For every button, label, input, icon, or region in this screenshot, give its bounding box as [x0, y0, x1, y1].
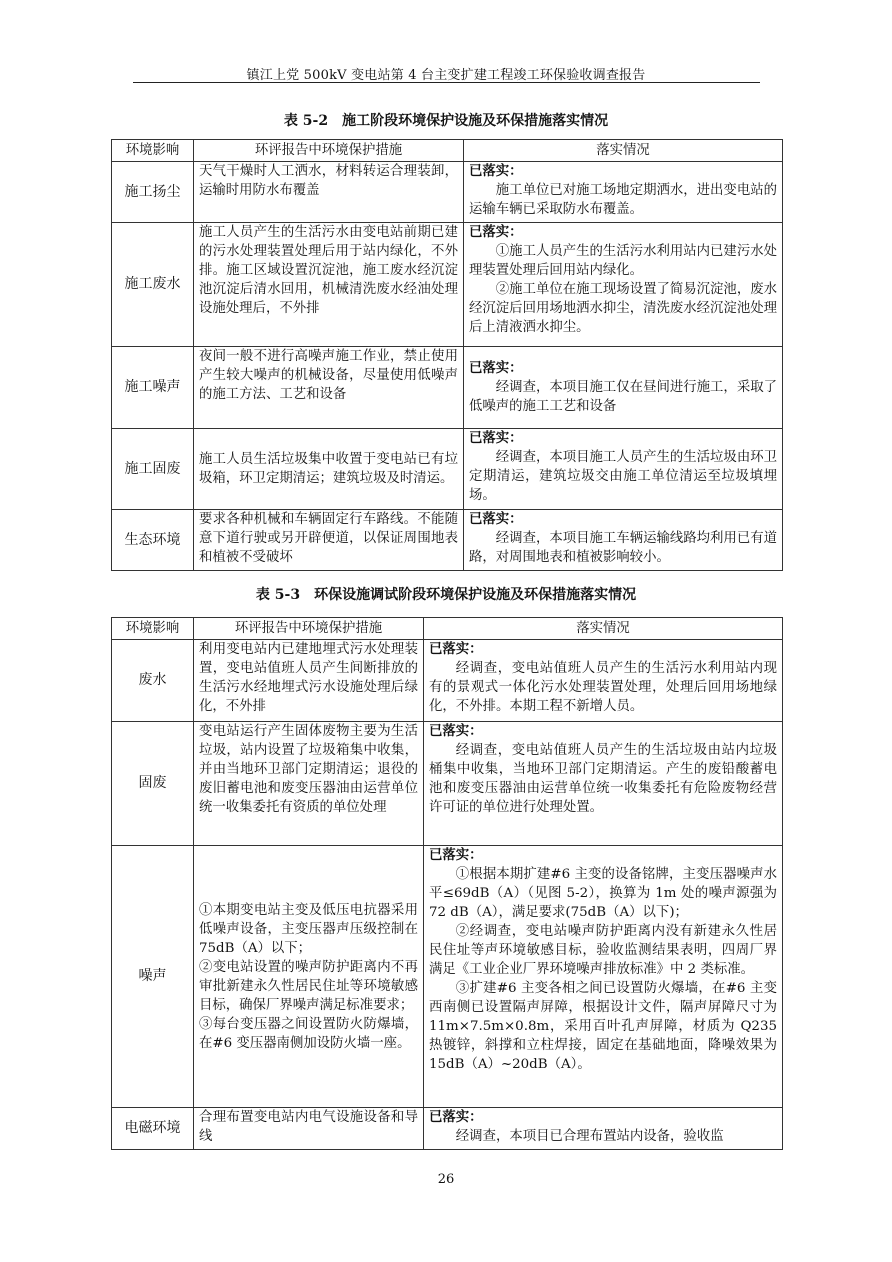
aspect-cell: 电磁环境 — [112, 1108, 194, 1150]
measure-text: 施工人员生活垃圾集中收置于变电站已有垃圾箱，环卫定期清运；建筑垃圾及时清运。 — [199, 452, 458, 486]
measure-text: 夜间一般不进行高噪声施工作业，禁止使用产生较大噪声的机械设备，尽量使用低噪声的施工方法、工艺和设备 — [199, 349, 458, 402]
measure-cell — [194, 1108, 424, 1150]
aspect-cell: 固废 — [112, 722, 194, 846]
measure-cell — [194, 223, 464, 347]
measure-cell — [194, 510, 464, 571]
status-cell — [464, 429, 783, 510]
aspect-cell: 施工固废 — [112, 429, 194, 510]
measure-cell — [194, 162, 464, 223]
column-header: 环境影响 — [112, 140, 194, 162]
status-cell — [464, 223, 783, 347]
table-row — [112, 722, 783, 846]
table-5-2-caption: 表 5-2 施工阶段环境保护设施及环保措施落实情况 — [283, 113, 609, 129]
column-header: 环评报告中环境保护措施 — [194, 140, 464, 162]
detail-text: ①施工人员产生的生活污水利用站内已建污水处理装置处理后回用站内绿化。 — [469, 244, 777, 278]
column-header: 落实情况 — [464, 140, 783, 162]
status-cell — [464, 510, 783, 571]
measure-text: 变电站运行产生固体废物主要为生活垃圾，站内设置了垃圾箱集中收集，并由当地环卫部门定期清运；退役的废旧蓄电池和废变压器油由运营单位统一收集委托有资质的单位处理 — [199, 724, 418, 815]
measure-text: 合理布置变电站内电气设施设备和导线 — [199, 1110, 418, 1144]
table-5-3-caption: 表 5-3 环保设施调试阶段环境保护设施及环保措施落实情况 — [255, 587, 637, 603]
status-cell — [464, 162, 783, 223]
status-label: 已落实： — [469, 511, 523, 527]
status-cell — [424, 846, 783, 1108]
status-label: 已落实： — [429, 847, 483, 863]
measure-cell — [194, 846, 424, 1108]
status-cell — [424, 722, 783, 846]
status-label: 已落实： — [429, 723, 483, 739]
table-5-3 — [111, 617, 783, 1150]
table-row — [112, 429, 783, 510]
measure-text: 要求各种机械和车辆固定行车路线。不能随意下道行驶或另开辟便道，以保证周围地表和植被不受破坏 — [199, 512, 458, 565]
aspect-cell: 施工废水 — [112, 223, 194, 347]
column-header: 落实情况 — [424, 618, 783, 640]
page-header-title: 镇江上党 500kV 变电站第 4 台主变扩建工程竣工环保验收调查报告 — [246, 68, 646, 83]
detail-text: 经调查，变电站值班人员产生的生活污水利用站内现有的景观式一体化污水处理装置处理，处理后回用场地绿化，不外排。本期工程不新增人员。 — [429, 661, 777, 714]
measure-cell — [194, 429, 464, 510]
aspect-cell: 施工噪声 — [112, 347, 194, 429]
detail-text: 施工单位已对施工场地定期洒水，进出变电站的运输车辆已采取防水布覆盖。 — [469, 183, 777, 217]
column-header: 环评报告中环境保护措施 — [194, 618, 424, 640]
status-cell — [464, 347, 783, 429]
status-label: 已落实： — [469, 224, 523, 240]
measure-text: ②变电站设置的噪声防护距离内不再审批新建永久性居民住址等环境敏感目标，确保厂界噪声满足标准要求； — [199, 959, 418, 1013]
detail-text: ③扩建#6 主变各相之间已设置防火爆墙，在#6 主变西南侧已设置隔声屏障，根据设计文件，隔声屏障尺寸为 11m×7.5m×0.8m，采用百叶孔声屏障，材质为 Q235 热镀锌，斜撑和立柱焊接，固定在基础地面，降噪效果为 15dB（A）~20dB（A）。 — [429, 981, 777, 1072]
status-cell — [424, 640, 783, 722]
measure-text: 利用变电站内已建地埋式污水处理装置，变电站值班人员产生间断排放的生活污水经地埋式污水设施处理后绿化，不外排 — [199, 642, 418, 714]
status-cell — [424, 1108, 783, 1150]
detail-text: 经调查，本项目施工人员产生的生活垃圾由环卫定期清运，建筑垃圾交由施工单位清运至垃圾填埋场。 — [469, 450, 777, 503]
aspect-cell: 噪声 — [112, 846, 194, 1108]
status-label: 已落实： — [469, 163, 523, 179]
table-row — [112, 846, 783, 1108]
measure-text: 天气干燥时人工洒水，材料转运合理装卸，运输时用防水布覆盖 — [199, 164, 458, 198]
detail-text: 经调查，本项目已合理布置站内设备，验收监 — [455, 1129, 724, 1144]
column-header: 环境影响 — [112, 618, 194, 640]
detail-text: 经调查，本项目施工仅在昼间进行施工，采取了低噪声的施工工艺和设备 — [469, 380, 777, 414]
status-label: 已落实： — [469, 430, 523, 446]
page-number: 26 — [437, 1172, 455, 1187]
aspect-cell: 废水 — [112, 640, 194, 722]
table-header-row — [112, 140, 783, 162]
aspect-cell: 施工扬尘 — [112, 162, 194, 223]
table-row — [112, 223, 783, 347]
detail-text: ②经调查，变电站噪声防护距离内没有新建永久性居民住址等声环境敏感目标，验收监测结果表明，四周厂界满足《工业企业厂界环境噪声排放标准》中 2 类标准。 — [429, 924, 777, 977]
page-header-rule — [133, 82, 760, 83]
measure-text: ③每台变压器之间设置防火防爆墙，在#6 变压器南侧加设防火墙一座。 — [199, 1016, 418, 1051]
table-header-row — [112, 618, 783, 640]
detail-text: 经调查，本项目施工车辆运输线路均利用已有道路，对周围地表和植被影响较小。 — [469, 531, 777, 565]
table-row — [112, 347, 783, 429]
detail-text: 经调查，变电站值班人员产生的生活垃圾由站内垃圾桶集中收集，当地环卫部门定期清运。产生的废铅酸蓄电池和废变压器油由运营单位统一收集委托有危险废物经营许可证的单位进行处理处置。 — [429, 743, 777, 815]
table-row — [112, 510, 783, 571]
status-label: 已落实： — [469, 360, 523, 376]
measure-cell — [194, 640, 424, 722]
detail-text: ②施工单位在施工现场设置了简易沉淀池，废水经沉淀后回用场地洒水抑尘，清洗废水经沉淀池处理后上清液洒水抑尘。 — [469, 282, 777, 335]
measure-cell — [194, 347, 464, 429]
status-label: 已落实： — [429, 1109, 483, 1125]
measure-cell — [194, 722, 424, 846]
table-5-2 — [111, 139, 783, 571]
table-row — [112, 640, 783, 722]
measure-text: ①本期变电站主变及低压电抗器采用低噪声设备，主变压器声压级控制在 75dB（A）以下； — [199, 902, 418, 956]
table-row — [112, 1108, 783, 1150]
measure-text: 施工人员产生的生活污水由变电站前期已建的污水处理装置处理后用于站内绿化，不外排。施工区域设置沉淀池，施工废水经沉淀池沉淀后清水回用，机械清洗废水经油处理设施处理后，不外排 — [199, 225, 458, 316]
detail-text: ①根据本期扩建#6 主变的设备铭牌，主变压器噪声水平≤69dB（A）（见图 5-2），换算为 1m 处的噪声源强为 72 dB（A），满足要求(75dB（A）以下)； — [429, 867, 777, 920]
table-row — [112, 162, 783, 223]
aspect-cell: 生态环境 — [112, 510, 194, 571]
status-label: 已落实： — [429, 641, 483, 657]
